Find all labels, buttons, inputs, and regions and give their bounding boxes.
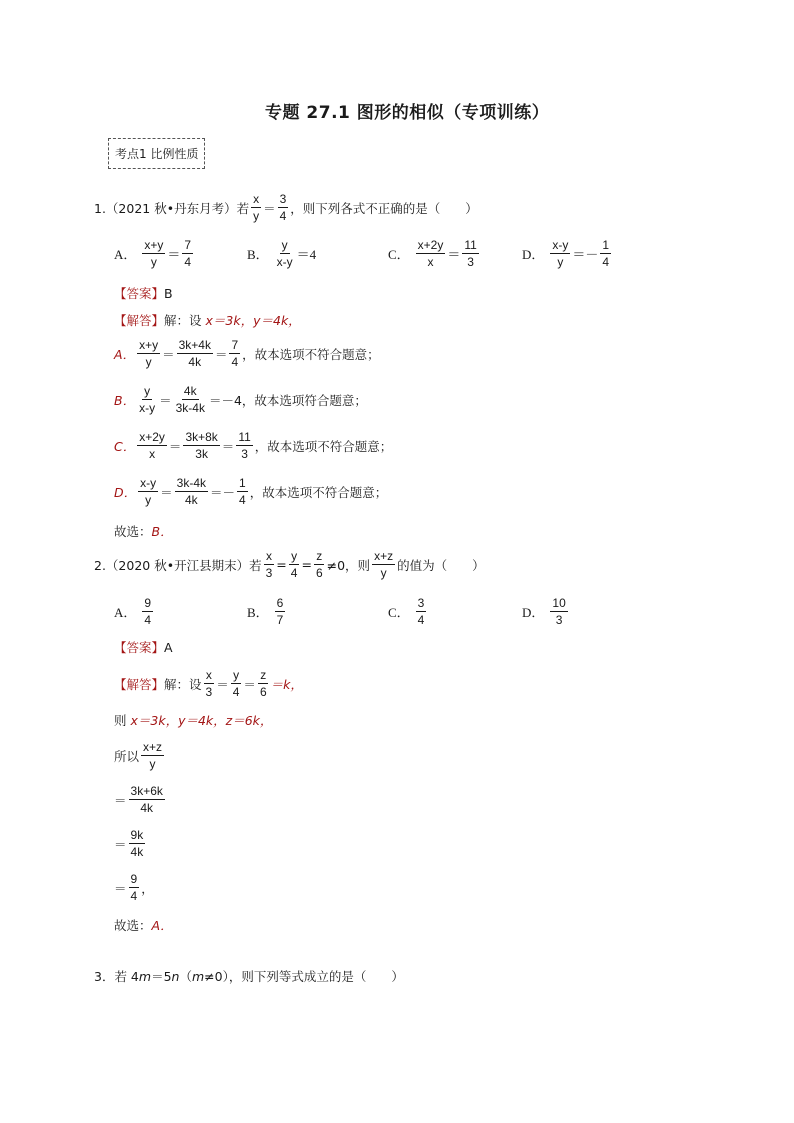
- q2-step2: ＝ $\frac{9k}{4k}$: [114, 828, 144, 859]
- q2-option-a[interactable]: A． $\frac{9}{4}$: [114, 596, 152, 627]
- question-3-stem: 3．若 4m＝5n（m≠0），则下列等式成立的是（ ）: [94, 969, 404, 984]
- q2-conclusion: 故选：A．: [114, 918, 173, 933]
- q1-solution-intro: 【解答】解：设 x＝3k，y＝4k，: [114, 313, 301, 328]
- q2-step3: ＝ $\frac{9}{4}$ ，: [114, 872, 154, 903]
- q1-suffix: ，则下列各式不正确的是（ ）: [290, 200, 478, 216]
- q1-option-d[interactable]: D． $\frac{x-y}{y}$ ＝－ $\frac{1}{4}$: [522, 238, 610, 269]
- q1-option-c[interactable]: C． $\frac{x+2y}{x}$ ＝ $\frac{11}{3}$: [388, 238, 477, 269]
- q1-cond-frac2: $\frac{3}{4}$: [279, 192, 287, 223]
- q2-step1: ＝ $\frac{3k+6k}{4k}$: [114, 784, 163, 815]
- q1-conclusion: 故选：B．: [114, 524, 173, 539]
- q2-option-b[interactable]: B． $\frac{6}{7}$: [247, 596, 284, 627]
- q1-option-a[interactable]: A． $\frac{x+y}{y}$ ＝ $\frac{7}{4}$: [114, 238, 192, 269]
- q1-step-c: C． $\frac{x+2y}{x}$ ＝ $\frac{3k+8k}{3k}$ ＝ $\frac{11}{3}$ ，故本选项不符合题意；: [114, 430, 393, 461]
- question-1-stem: [94, 192, 478, 223]
- q1-step-d: D． $\frac{x-y}{y}$ ＝ $\frac{3k-4k}{4k}$ ＝－ $\frac{1}{4}$ ，故本选项不符合题意；: [114, 476, 388, 507]
- topic-badge: 考点1 比例性质: [108, 138, 205, 169]
- q1-step-b: B． $\frac{y}{x-y}$ ＝ $\frac{4k}{3k-4k}$ ＝－4 ，故本选项符合题意；: [114, 384, 367, 415]
- q1-cond-eq: ＝: [263, 200, 276, 216]
- q2-option-c[interactable]: C． $\frac{3}{4}$: [388, 596, 425, 627]
- q2-option-d[interactable]: D． $\frac{10}{3}$: [522, 596, 566, 627]
- q1-cond-frac1: $\frac{x}{y}$: [253, 192, 260, 223]
- q1-step-a: A． $\frac{x+y}{y}$ ＝ $\frac{3k+4k}{4k}$ ＝ $\frac{7}{4}$ ，故本选项不符合题意；: [114, 338, 380, 369]
- q2-so: 所以 $\frac{x+z}{y}$: [114, 740, 163, 771]
- page-title: 专题 27.1 图形的相似（专项训练）: [265, 103, 550, 123]
- q1-prefix: 1.（2021 秋•丹东月考）若: [94, 200, 250, 216]
- q2-answer: 【答案】A: [114, 640, 173, 655]
- q2-solution-intro: 【解答】 解：设 $\frac{x}{3}$ ＝ $\frac{y}{4}$ ＝ $\frac{z}{6}$ ＝k，: [114, 668, 303, 699]
- q2-then: 则 x＝3k，y＝4k，z＝6k，: [114, 713, 273, 728]
- question-2-stem: 2.（2020 秋•开江县期末）若 $\frac{x}{3}$ = $\frac{y}{4}$ = $\frac{z}{6}$ ≠0，则 $\frac{x+z}{y}$ 的值为（ ）: [94, 549, 485, 580]
- q1-answer: 【答案】B: [114, 286, 173, 301]
- q1-option-b[interactable]: B． $\frac{y}{x-y}$ ＝4: [247, 238, 317, 269]
